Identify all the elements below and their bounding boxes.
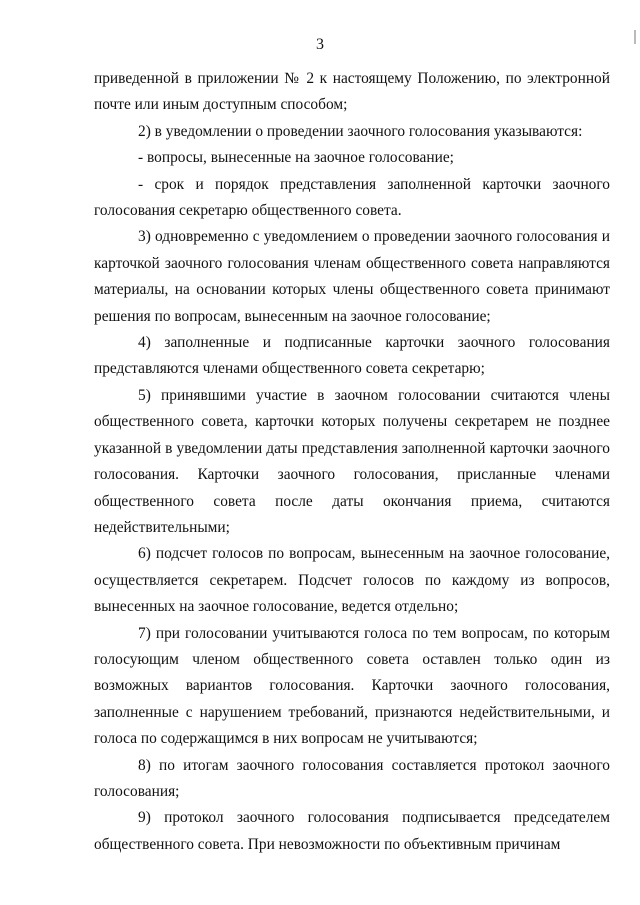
- paragraph: приведенной в приложении № 2 к настоящему Положению, по электронной почте или иным доступным способом;: [94, 70, 610, 114]
- paragraph: 5) принявшими участие в заочном голосовании считаются члены общественного совета, карточки которых получены секретарем не позднее указанной в уведомлении даты представления заполненной карточки заочного голосования. Карточки заочного голосования, присланные членами общественного совета после даты окончания приема, считаются недействительными;: [94, 386, 610, 536]
- paragraph: 3) одновременно с уведомлением о проведении заочного голосования и карточкой заочного голосования членам общественного совета направляются материалы, на основании которых члены общественного совета принимают решения по вопросам, вынесенным на заочное голосование;: [94, 228, 610, 325]
- paragraph: 6) подсчет голосов по вопросам, вынесенным на заочное голосование, осуществляется секретарем. Подсчет голосов по каждому из вопросов, вынесенных на заочное голосование, ведется отдельно;: [94, 545, 610, 616]
- paragraph: 7) при голосовании учитываются голоса по тем вопросам, по которым голосующим членом общественного совета оставлен только один из возможных вариантов голосования. Карточки заочного голосования, заполненные с нарушением требований, признаются недействительными, и голоса по содержащимся в них вопросам не учитываются;: [94, 624, 610, 748]
- paragraph: 9) протокол заочного голосования подписывается председателем общественного совета. При невозможности по объективным причинам: [94, 809, 610, 853]
- scan-edge-mark: [634, 30, 636, 44]
- paragraph: - срок и порядок представления заполненной карточки заочного голосования секретарю общественного совета.: [94, 175, 610, 220]
- page-number: 3: [316, 36, 324, 53]
- paragraph: 2) в уведомлении о проведении заочного голосования указываются:: [138, 122, 583, 140]
- document-body: [94, 66, 610, 858]
- paragraph: - вопросы, вынесенные на заочное голосование;: [138, 149, 454, 167]
- paragraph: 8) по итогам заочного голосования составляется протокол заочного голосования;: [94, 756, 610, 800]
- paragraph: 4) заполненные и подписанные карточки заочного голосования представляются членами общественного совета секретарю;: [94, 334, 610, 378]
